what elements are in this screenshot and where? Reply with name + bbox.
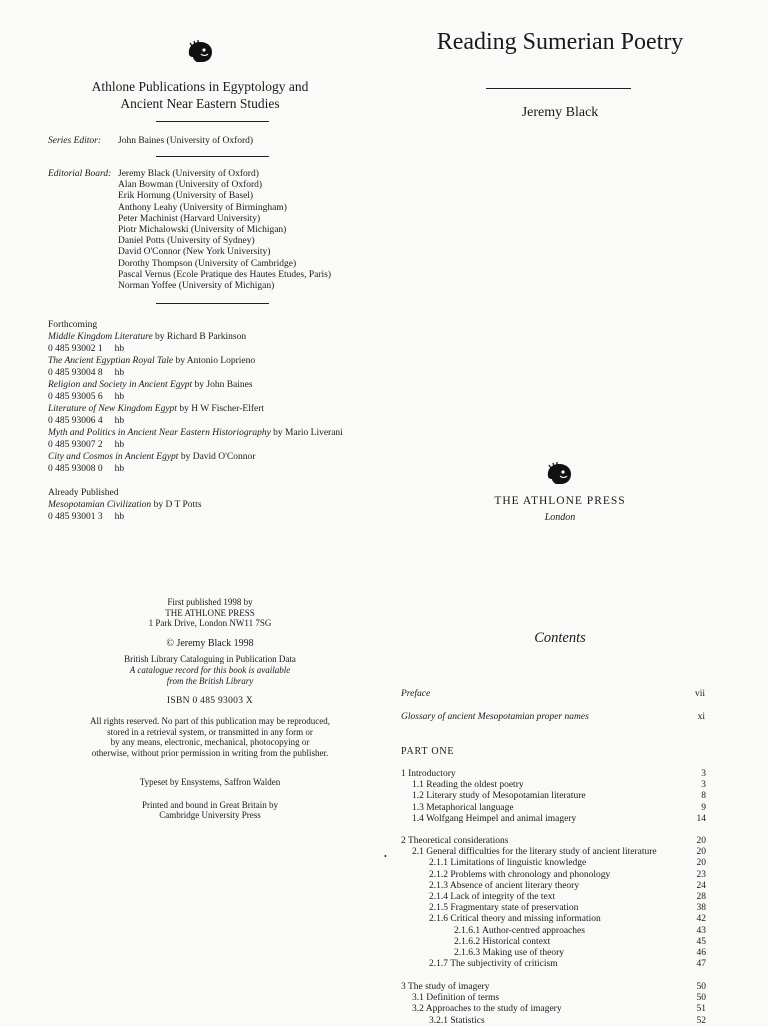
book-title: The Ancient Egyptian Royal Tale: [48, 356, 174, 366]
toc-entry: [401, 937, 706, 948]
book-format: hb: [114, 416, 125, 426]
rights-notice: [60, 716, 360, 758]
book-title: Myth and Politics in Ancient Near Eastern Historiography: [48, 428, 271, 438]
book-entry: [48, 379, 343, 391]
series-title-line: Athlone Publications in Egyptology and: [91, 79, 309, 94]
book-isbn: 0 485 93001 3: [48, 512, 103, 522]
toc-chapter-1: [401, 769, 706, 825]
toc-entry-text: 1.2 Literary study of Mesopotamian literature: [412, 791, 586, 802]
imprint-block: [60, 597, 360, 707]
publisher-lion-logo: [546, 462, 573, 486]
book-isbn-line: [48, 343, 343, 355]
toc-entry-label: Preface: [401, 689, 431, 699]
editorial-board-label: Editorial Board:: [48, 169, 112, 179]
book-byline: by John Baines: [192, 380, 253, 390]
toc-entry-text: 2.1 General difficulties for the literary study of ancient literature: [412, 847, 657, 858]
imprint-publisher: THE ATHLONE PRESS: [165, 607, 255, 618]
toc-entry: [401, 892, 706, 903]
publisher-lion-logo: [187, 40, 214, 64]
toc-front-matter-entry: [401, 689, 705, 699]
board-member: Peter Machinist (Harvard University): [118, 213, 261, 224]
toc-entry-text: 1.4 Wolfgang Heimpel and animal imagery: [412, 813, 577, 824]
part-heading: PART ONE: [401, 746, 455, 757]
rights-line: stored in a retrieval system, or transmitted in any form or: [107, 726, 313, 737]
book-byline: by David O'Connor: [178, 452, 256, 462]
author-name: Jeremy Black: [521, 105, 599, 120]
forthcoming-heading: Forthcoming: [48, 320, 98, 330]
divider: [486, 88, 631, 89]
board-member: Alan Bowman (University of Oxford): [118, 180, 263, 191]
cip-line: A catalogue record for this book is available: [129, 664, 291, 675]
series-editor-name: John Baines (University of Oxford): [118, 136, 254, 146]
toc-entry-text: 2.1.2 Problems with chronology and phonology: [429, 869, 611, 880]
book-isbn-line: [48, 511, 202, 523]
book-isbn: 0 485 93006 4: [48, 416, 103, 426]
toc-entry: [401, 903, 706, 914]
toc-page-number: 24: [696, 880, 706, 891]
board-member: Pascal Vernus (Ecole Pratique des Hautes Etudes, Paris): [118, 269, 331, 280]
board-member: Jeremy Black (University of Oxford): [118, 169, 259, 179]
bullet-mark: •: [384, 852, 387, 861]
toc-entry: [401, 926, 706, 937]
toc-entry: [401, 959, 706, 970]
divider: [156, 121, 269, 122]
contents-heading: Contents: [534, 630, 586, 646]
book-title: Literature of New Kingdom Egypt: [48, 404, 177, 414]
book-entry: [48, 427, 343, 439]
toc-page-number: 38: [696, 903, 706, 914]
printed-line: Printed and bound in Great Britain by: [142, 799, 278, 810]
book-format: hb: [114, 392, 125, 402]
toc-page-number: 47: [696, 959, 706, 970]
toc-entry-text: 2.1.5 Fragmentary state of preservation: [429, 903, 579, 914]
book-byline: by H W Fischer-Elfert: [176, 404, 265, 414]
toc-entry-label: Glossary of ancient Mesopotamian proper names: [401, 712, 589, 722]
typeset-line: Typeset by Ensystems, Saffron Walden: [139, 777, 281, 787]
toc-entry: [401, 803, 706, 814]
toc-chapter-2: [401, 836, 706, 970]
series-title-line: Ancient Near Eastern Studies: [120, 96, 280, 111]
toc-page-number: 50: [696, 993, 706, 1004]
toc-page-number: vii: [694, 689, 705, 699]
toc-entry: [401, 1004, 706, 1015]
toc-page-number: 20: [696, 858, 706, 869]
book-title: Mesopotamian Civilization: [48, 500, 152, 510]
book-byline: by D T Potts: [151, 500, 202, 510]
toc-page-number: 3: [701, 780, 706, 791]
forthcoming-section: [48, 319, 343, 475]
toc-entry-text: 2.1.4 Lack of integrity of the text: [429, 891, 556, 902]
toc-page-number: 43: [696, 925, 706, 936]
cip-line: from the British Library: [166, 675, 254, 686]
toc-page-number: 20: [696, 836, 706, 846]
already-published-heading: Already Published: [48, 488, 119, 498]
board-member: Anthony Leahy (University of Birmingham): [118, 202, 287, 213]
book-byline: by Antonio Loprieno: [173, 356, 256, 366]
rights-line: All rights reserved. No part of this publication may be reproduced,: [90, 716, 330, 726]
toc-page-number: xi: [697, 712, 705, 722]
book-format: hb: [114, 512, 125, 522]
toc-page-number: 23: [696, 869, 706, 880]
book-entry: [48, 451, 343, 463]
book-title: Religion and Society in Ancient Egypt: [48, 380, 193, 390]
toc-entry-text: 2.1.3 Absence of ancient literary theory: [429, 880, 580, 891]
board-member: Erik Hornung (University of Basel): [118, 191, 254, 202]
toc-entry-text: 2 Theoretical considerations: [401, 836, 509, 846]
rights-line: by any means, electronic, mechanical, photocopying or: [110, 737, 310, 748]
book-format: hb: [114, 368, 125, 378]
board-member: Piotr Michalowski (University of Michigan): [118, 225, 287, 236]
production-credits: [60, 777, 360, 821]
toc-page-number: 50: [696, 982, 706, 992]
toc-entry: [401, 870, 706, 881]
book-title-heading: Reading Sumerian Poetry: [436, 29, 684, 55]
printed-line: Cambridge University Press: [159, 810, 261, 821]
book-isbn: 0 485 93004 8: [48, 368, 103, 378]
toc-entry: [401, 993, 706, 1004]
toc-page-number: 8: [701, 791, 706, 802]
toc-entry-text: 1.1 Reading the oldest poetry: [412, 780, 524, 791]
book-entry: [48, 499, 202, 511]
rights-line: otherwise, without prior permission in writing from the publisher.: [91, 747, 329, 758]
toc-page-number: 52: [696, 1015, 706, 1026]
board-member: Norman Yoffee (University of Michigan): [118, 281, 275, 292]
toc-entry-text: 2.1.6.1 Author-centred approaches: [454, 925, 585, 936]
toc-entry-text: 1 Introductory: [401, 769, 456, 779]
toc-entry-text: 2.1.6.2 Historical context: [454, 936, 551, 947]
publisher-name: THE ATHLONE PRESS: [494, 495, 626, 507]
series-editor-row: [48, 136, 253, 147]
cip-heading: British Library Cataloguing in Publication Data: [124, 654, 296, 665]
toc-page-number: 9: [701, 802, 706, 813]
toc-entry-text: 3.1 Definition of terms: [412, 993, 500, 1004]
toc-page-number: 42: [696, 914, 706, 925]
toc-entry: [401, 836, 706, 847]
toc-page-number: 46: [696, 947, 706, 958]
toc-page-number: 14: [696, 813, 706, 824]
toc-entry: [401, 948, 706, 959]
book-isbn: 0 485 93002 1: [48, 344, 103, 354]
toc-entry-text: 2.1.7 The subjectivity of criticism: [429, 959, 558, 970]
editorial-board-list: [118, 169, 331, 292]
toc-entry-text: 3 The study of imagery: [401, 982, 490, 992]
toc-page-number: 28: [696, 891, 706, 902]
book-isbn-line: [48, 367, 343, 379]
toc-entry: [401, 791, 706, 802]
toc-page-number: 51: [696, 1004, 706, 1015]
book-entry: [48, 355, 343, 367]
book-isbn: 0 485 93008 0: [48, 464, 103, 474]
toc-entry: [401, 982, 706, 993]
toc-entry: [401, 914, 706, 925]
toc-entry: [401, 847, 706, 858]
toc-front-matter-entry: [401, 712, 705, 722]
publisher-city: London: [544, 512, 576, 523]
book-byline: by Mario Liverani: [270, 428, 343, 438]
toc-chapter-3: [401, 982, 706, 1027]
first-published: First published 1998 by: [167, 597, 253, 607]
divider: [156, 156, 269, 157]
isbn-line: ISBN 0 485 93003 X: [166, 696, 254, 707]
editorial-board-label-row: [48, 169, 118, 180]
divider: [156, 303, 269, 304]
book-isbn: 0 485 93007 2: [48, 440, 103, 450]
toc-entry: [401, 814, 706, 825]
toc-entry: [401, 780, 706, 791]
toc-entry: [401, 1016, 706, 1027]
imprint-address: 1 Park Drive, London NW11 7SG: [148, 618, 272, 629]
toc-entry-text: 1.3 Metaphorical language: [412, 802, 514, 813]
toc-entry-text: 2.1.1 Limitations of linguistic knowledge: [429, 858, 587, 869]
toc-entry-text: 3.2.1 Statistics: [429, 1015, 485, 1026]
toc-page-number: 45: [696, 936, 706, 947]
toc-entry: [401, 858, 706, 869]
book-format: hb: [114, 464, 125, 474]
book-entry: [48, 403, 343, 415]
book-isbn-line: [48, 415, 343, 427]
book-isbn: 0 485 93005 6: [48, 392, 103, 402]
toc-page-number: 20: [696, 847, 706, 858]
board-member: Dorothy Thompson (University of Cambridge): [118, 258, 297, 269]
book-format: hb: [114, 344, 125, 354]
book-byline: by Richard B Parkinson: [152, 332, 247, 342]
toc-entry-text: 3.2 Approaches to the study of imagery: [412, 1004, 562, 1015]
book-isbn-line: [48, 463, 343, 475]
already-published-section: [48, 487, 202, 523]
book-title: Middle Kingdom Literature: [48, 332, 153, 342]
book-isbn-line: [48, 439, 343, 451]
series-title: [50, 78, 350, 112]
copyright-line: © Jeremy Black 1998: [166, 637, 254, 649]
book-title: City and Cosmos in Ancient Egypt: [48, 452, 179, 462]
toc-page-number: 3: [701, 769, 706, 779]
book-entry: [48, 331, 343, 343]
series-editor-label: Series Editor:: [48, 136, 102, 146]
board-member: Daniel Potts (University of Sydney): [118, 236, 255, 247]
board-member: David O'Connor (New York University): [118, 247, 271, 258]
toc-entry-text: 2.1.6 Critical theory and missing information: [429, 914, 601, 925]
toc-entry: [401, 769, 706, 780]
book-format: hb: [114, 440, 125, 450]
toc-entry: [401, 881, 706, 892]
book-isbn-line: [48, 391, 343, 403]
toc-entry-text: 2.1.6.3 Making use of theory: [454, 947, 565, 958]
